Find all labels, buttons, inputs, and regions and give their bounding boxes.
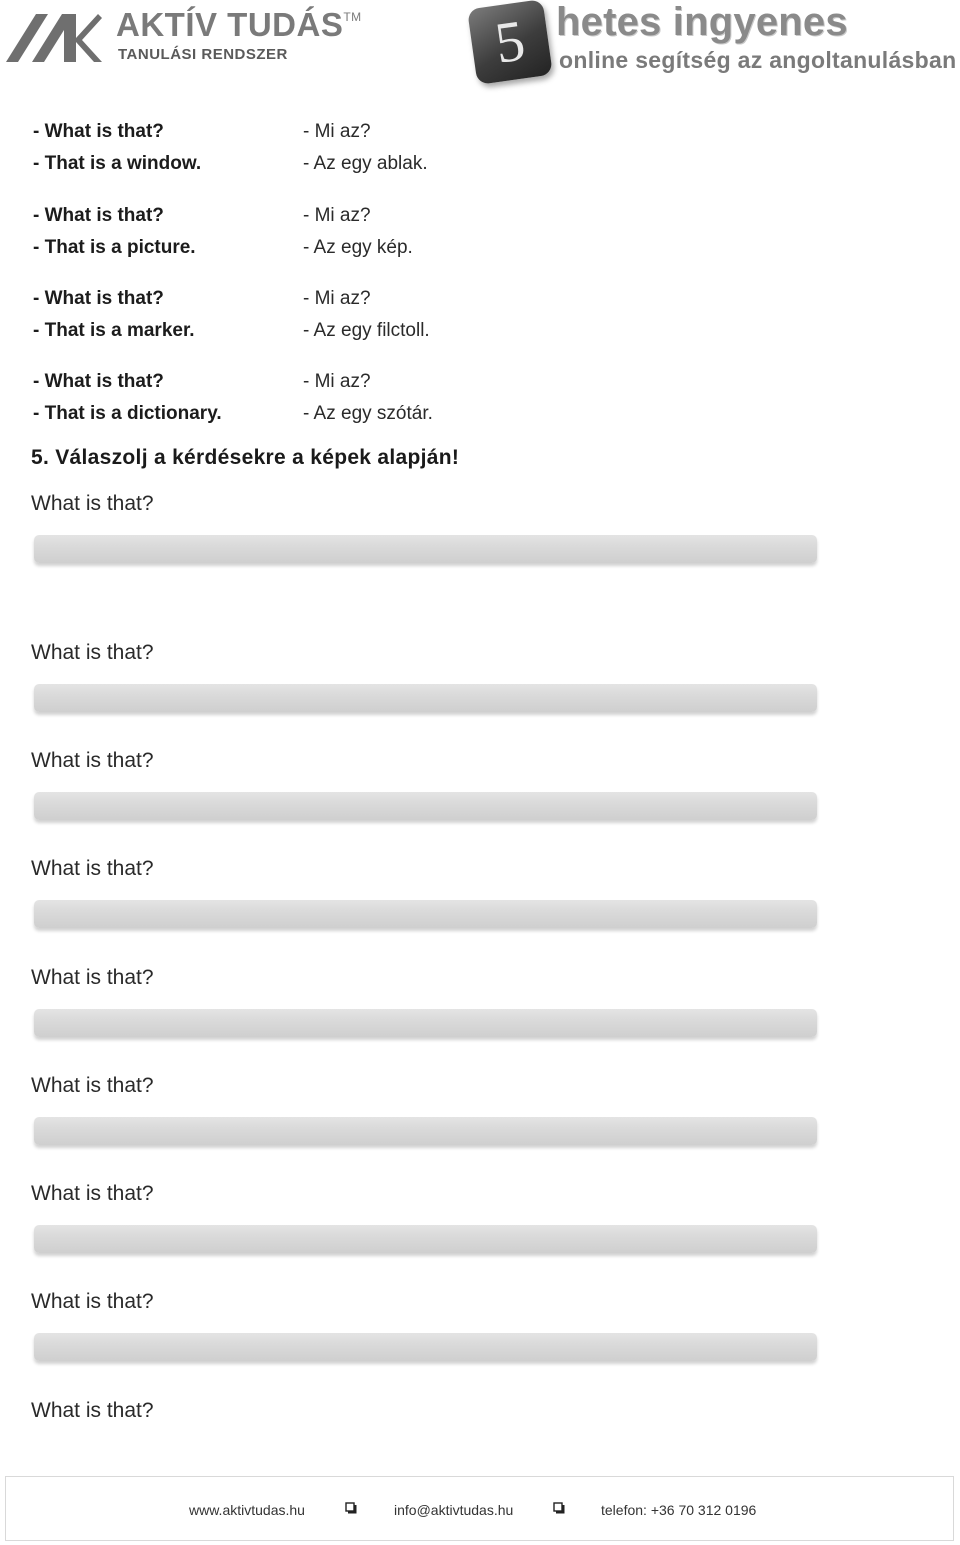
answer-line[interactable] bbox=[34, 1009, 817, 1037]
dialogue-hu-answer: - Az egy szótár. bbox=[303, 403, 433, 424]
dialogue-en-question: - What is that? bbox=[33, 371, 164, 392]
checkbox-icon bbox=[553, 1502, 565, 1514]
exercise-question: What is that? bbox=[31, 1399, 154, 1422]
dialogue-hu-answer: - Az egy kép. bbox=[303, 237, 413, 258]
answer-line[interactable] bbox=[34, 792, 817, 820]
brand-subtitle: TANULÁSI RENDSZER bbox=[118, 46, 288, 63]
dialogue-hu-question: - Mi az? bbox=[303, 288, 371, 309]
dialogue-hu-question: - Mi az? bbox=[303, 205, 371, 226]
aktiv-tudas-logo-icon bbox=[6, 12, 102, 64]
exercise-question: What is that? bbox=[31, 749, 154, 772]
dialogue-en-answer: - That is a dictionary. bbox=[33, 403, 222, 424]
exercise-question: What is that? bbox=[31, 857, 154, 880]
dialogue-hu-question: - Mi az? bbox=[303, 371, 371, 392]
exercise-question: What is that? bbox=[31, 1290, 154, 1313]
dialogue-hu-question: - Mi az? bbox=[303, 121, 371, 142]
footer-phone: telefon: +36 70 312 0196 bbox=[601, 1502, 757, 1518]
exercise-question: What is that? bbox=[31, 1074, 154, 1097]
trademark: TM bbox=[343, 10, 362, 24]
dialogue-hu-answer: - Az egy filctoll. bbox=[303, 320, 430, 341]
promo-title: hetes ingyenes bbox=[556, 0, 848, 44]
dialogue-en-answer: - That is a picture. bbox=[33, 237, 196, 258]
answer-line[interactable] bbox=[34, 1333, 817, 1361]
promo-subtitle: online segítség az angoltanulásban bbox=[559, 47, 957, 73]
dialogue-en-question: - What is that? bbox=[33, 205, 164, 226]
promo-badge: 5 bbox=[467, 0, 553, 85]
checkbox-icon bbox=[345, 1502, 357, 1514]
exercise-question: What is that? bbox=[31, 492, 154, 515]
footer-website-link[interactable]: www.aktivtudas.hu bbox=[189, 1502, 305, 1518]
exercise-question: What is that? bbox=[31, 1182, 154, 1205]
exercise-question: What is that? bbox=[31, 641, 154, 664]
footer-email-link[interactable]: info@aktivtudas.hu bbox=[394, 1502, 514, 1518]
answer-line[interactable] bbox=[34, 900, 817, 928]
dialogue-hu-answer: - Az egy ablak. bbox=[303, 153, 428, 174]
exercise-heading: 5. Válaszolj a kérdésekre a képek alapján! bbox=[31, 446, 460, 469]
answer-line[interactable] bbox=[34, 1225, 817, 1253]
answer-line[interactable] bbox=[34, 1117, 817, 1145]
dialogue-en-answer: - That is a marker. bbox=[33, 320, 195, 341]
exercise-question: What is that? bbox=[31, 966, 154, 989]
answer-line[interactable] bbox=[34, 684, 817, 712]
answer-line[interactable] bbox=[34, 535, 817, 563]
brand-title: AKTÍV TUDÁS™ bbox=[116, 6, 362, 43]
dialogue-en-answer: - That is a window. bbox=[33, 153, 202, 174]
dialogue-en-question: - What is that? bbox=[33, 288, 164, 309]
dialogue-en-question: - What is that? bbox=[33, 121, 164, 142]
